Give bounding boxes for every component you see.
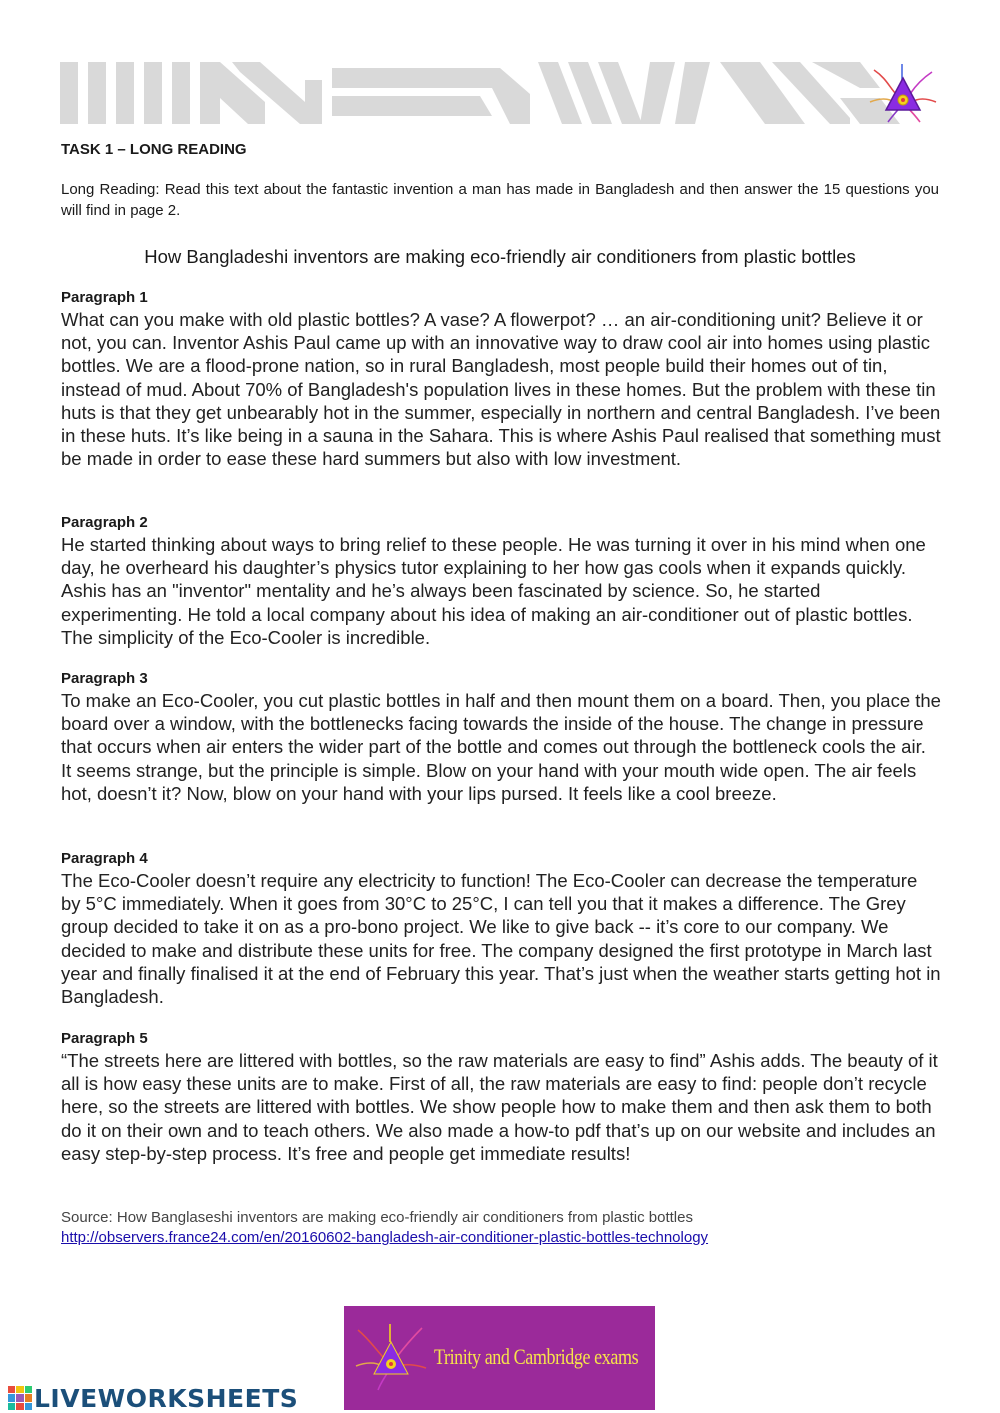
article-title: How Bangladeshi inventors are making eco-friendly air conditioners from plastic bottles bbox=[144, 246, 856, 267]
source-link[interactable]: http://observers.france24.com/en/20160602-bangladesh-air-conditioner-plastic-bottles-technology bbox=[61, 1229, 709, 1246]
liveworksheets-cube-icon bbox=[8, 1386, 32, 1410]
paragraph-text: He started thinking about ways to bring relief to these people. He was turning it over in his mind when one day, he overheard his daughter’s physics tutor explaining to her how gas cools when it expands quickly. Ashis has an "inventor" mentality and he’s always been fascinated by science. So, he started experimenting. He told a local company about his idea of making an air-conditioner out of plastic bottles. The simplicity of the Eco-Cooler is incredible. bbox=[61, 534, 926, 648]
liveworksheets-logo[interactable] bbox=[8, 1383, 298, 1413]
triangle-eye-logo bbox=[868, 62, 938, 126]
paragraph-1 bbox=[61, 289, 941, 470]
paragraph-text: To make an Eco-Cooler, you cut plastic bottles in half and then mount them on a board. Then, you place the board over a window, with the bottlenecks facing towards the inside of the house. The change in pressure that occurs when air enters the wider part of the bottle and comes out through the bottleneck cools the air. It seems strange, but the principle is simple. Blow on your hand with your mouth wide open. The air feels hot, doesn’t it? Now, blow on your hand with your lips pursed. It feels like a cool breeze. bbox=[61, 690, 941, 804]
trinity-cambridge-banner bbox=[344, 1306, 655, 1410]
paragraph-4 bbox=[61, 850, 941, 1008]
source-citation bbox=[61, 1208, 941, 1248]
paragraph-5 bbox=[61, 1030, 941, 1165]
paragraph-label: Paragraph 2 bbox=[61, 514, 148, 531]
source-text: Source: How Banglaseshi inventors are making eco-friendly air conditioners from plastic bottles bbox=[61, 1209, 693, 1226]
paragraph-2 bbox=[61, 514, 941, 649]
paragraph-text: “The streets here are littered with bottles, so the raw materials are easy to find” Ashis adds. The beauty of it all is how easy these units are to make. First of all, the raw materials are easy to find: people don’t recycle here, so the streets are littered with bottles. We show people how to make them and then ask them to both do it on their own and to teach others. We also made a how-to pdf that’s up on our website and includes an easy step-by-step process. It’s free and people get immediate results! bbox=[61, 1050, 938, 1164]
header-stripe-banner bbox=[60, 58, 940, 124]
intro-instructions: Long Reading: Read this text about the fantastic invention a man has made in Bangladesh and then answer the 15 questions you will find in page 2. bbox=[61, 181, 939, 219]
liveworksheets-wordmark: LIVEWORKSHEETS bbox=[34, 1383, 299, 1413]
paragraph-text: What can you make with old plastic bottles? A vase? A flowerpot? … an air-conditioning unit? Believe it or not, you can. Inventor Ashis Paul came up with an innovative way to draw cool air into homes using plastic bottles. We are a flood-prone nation, so in rural Bangladesh, most people build their homes out of tin, instead of mud. About 70% of Bangladesh's population lives in these homes. But the problem with these tin huts is that they get unbearably hot in the summer, especially in northern and central Bangladesh. I’ve been in these huts. It’s like being in a sauna in the Sahara. This is where Ashis Paul realised that something must be made in order to ease these hard summers but also with low investment. bbox=[61, 309, 941, 470]
banner-text: Trinity and Cambridge exams bbox=[434, 1344, 639, 1369]
paragraph-text: The Eco-Cooler doesn’t require any electricity to function! The Eco-Cooler can decrease the temperature by 5°C immediately. When it goes from 30°C to 25°C, I can tell you that it makes a difference. The Grey group decided to take it on as a pro-bono project. We like to give back -- it’s core to our company. We decided to make and distribute these units for free. The company designed the first prototype in March last year and finally finalised it at the end of February this year. That’s just when the weather starts getting hot in Bangladesh. bbox=[61, 870, 941, 1008]
triangle-eye-logo bbox=[354, 1320, 428, 1394]
task-title: TASK 1 – LONG READING bbox=[61, 141, 247, 158]
paragraph-3 bbox=[61, 670, 941, 805]
paragraph-label: Paragraph 5 bbox=[61, 1030, 148, 1047]
paragraph-label: Paragraph 3 bbox=[61, 670, 148, 687]
paragraph-label: Paragraph 1 bbox=[61, 289, 148, 306]
paragraph-label: Paragraph 4 bbox=[61, 850, 148, 867]
